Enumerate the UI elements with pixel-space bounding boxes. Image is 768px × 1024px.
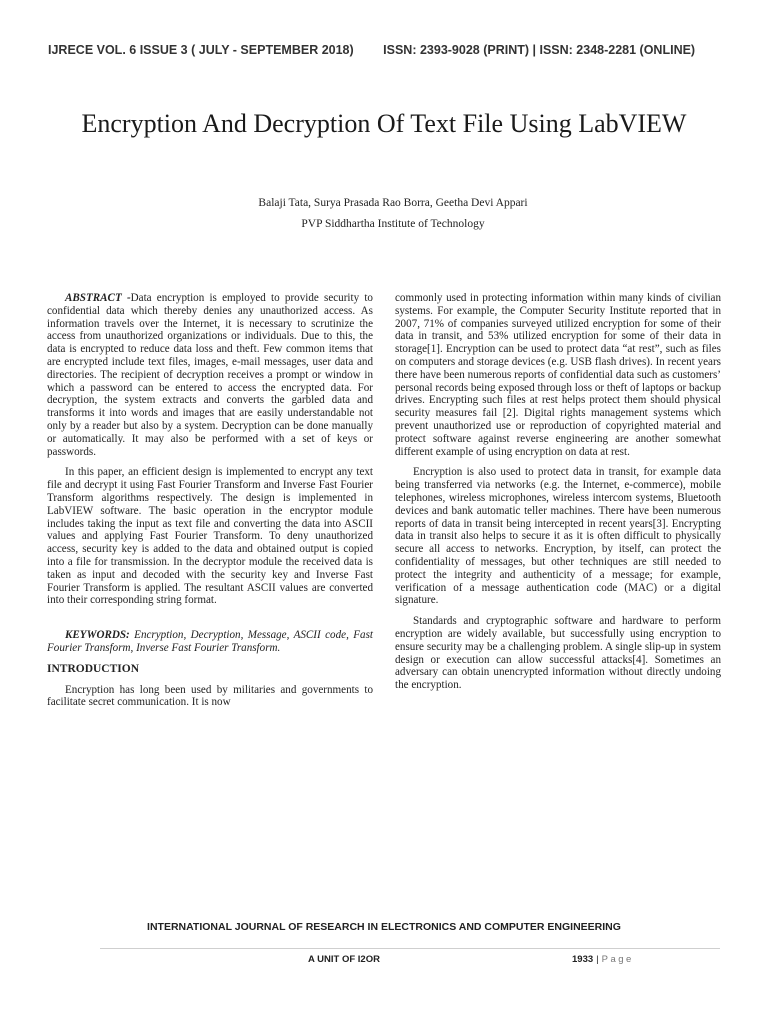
keywords-paragraph	[47, 629, 373, 655]
page-separator: |	[596, 954, 599, 965]
abstract-label: ABSTRACT -	[65, 292, 131, 304]
paper-affiliation: PVP Siddhartha Institute of Technology	[301, 218, 485, 230]
page-word: Page	[601, 954, 634, 965]
intro-paragraph: Encryption has long been used by militaries and governments to facilitate secret communication. It is now	[47, 683, 373, 709]
keywords-label: KEYWORDS:	[65, 629, 130, 642]
keywords-text: Encryption, Decryption, Message, ASCII code, Fast Fourier Transform, Inverse Fast Fourier Transform.	[47, 629, 373, 654]
abstract-paragraph	[47, 292, 373, 458]
abstract-text: Data encryption is employed to provide security to confidential data which thereby denies any unauthorized access. As information travels over the Internet, it is necessary to scrutinize the access from unauthorized organizations or individuals. Due to this, the data is encrypted to reduce data loss and theft. Few common items that are encrypted include text files, images, e-mail messages, user data and directories. The recipient of decryption receives a prompt or window in which a password can be entered to access the encrypted data. For decryption, the system extracts and converts the garbled data and transforms it into words and images that are easily understandable not only by a reader but also by a system. Decryption can be done manually or automatically. It may also be performed with a set of keys or passwords.	[47, 292, 373, 458]
footer-journal-name: INTERNATIONAL JOURNAL OF RESEARCH IN ELECTRONICS AND COMPUTER ENGINEERING	[147, 921, 621, 933]
right-paragraph-3: Standards and cryptographic software and hardware to perform encryption are widely available, but successfully using encryption to ensure security may be a challenging problem. A single slip-up in system design or execution can allow successful attacks[4]. Sometimes an adversary can obtain unencrypted information without directly undoing the encryption.	[395, 615, 721, 692]
page-number: 1933	[572, 954, 594, 965]
paper-authors: Balaji Tata, Surya Prasada Rao Borra, Geetha Devi Appari	[258, 197, 528, 209]
right-paragraph-1: commonly used in protecting information within many kinds of civilian systems. For example, the Computer Security Institute reported that in 2007, 71% of companies surveyed utilized encryption for some of their data in transit, and 53% utilized encryption for some of their data in storage[1]. Encryption can be used to protect data “at rest”, such as files on computers and storage devices (e.g. USB flash drives). In recent years there have been numerous reports of confidential data such as customers’ personal records being exposed through loss or theft of laptops or backup drives. Encrypting such files at rest helps protect them should physical security measures fail [2]. Digital rights management systems which prevent unauthorized use or reproduction of copyrighted material and protect software against reverse engineering are another somewhat different example of using encryption on data at rest.	[395, 292, 721, 458]
paper-title: Encryption And Decryption Of Text File Using LabVIEW	[81, 109, 687, 138]
journal-issn: ISSN: 2393-9028 (PRINT) | ISSN: 2348-2281 (ONLINE)	[383, 43, 696, 57]
journal-volume: IJRECE VOL. 6 ISSUE 3 ( JULY - SEPTEMBER 2018)	[48, 43, 354, 57]
right-paragraph-2: Encryption is also used to protect data in transit, for example data being transferred via networks (e.g. the Internet, e-commerce), mobile telephones, wireless microphones, wireless intercom systems, Bluetooth devices and bank automatic teller machines. There have been numerous reports of data in transit being intercepted in recent years[3]. Encrypting data in transit also helps to secure it as it is often difficult to physically secure all access to networks. Encryption, by itself, can protect the confidentiality of messages, but other techniques are still needed to protect the integrity and authenticity of a message; for example, verification of a message authentication code (MAC) or a digital signature.	[395, 466, 721, 607]
abstract-paragraph-2: In this paper, an efficient design is implemented to encrypt any text file and decrypt it using Fast Fourier Transform and Inverse Fast Fourier Transform algorithms respectively. The design is implemented in LabVIEW software. The basic operation in the encryptor module includes taking the input as text file and converting the data into ASCII values and applying Fast Fourier Transform. To deny unauthorized access, security key is added to the data and obtained output is copied into a file for transmission. In the decryptor module the received data is taken as input and decoded with the security key and Inverse Fast Fourier Transform is applied. The resultant ASCII values are converted into their corresponding string format.	[47, 466, 373, 607]
journal-header	[48, 43, 728, 57]
left-column	[47, 292, 373, 717]
right-column	[395, 292, 721, 700]
section-heading-introduction: INTRODUCTION	[47, 662, 140, 675]
footer-page-number	[572, 954, 634, 965]
footer-divider	[100, 948, 720, 949]
footer-unit: A UNIT OF I2OR	[308, 954, 380, 965]
